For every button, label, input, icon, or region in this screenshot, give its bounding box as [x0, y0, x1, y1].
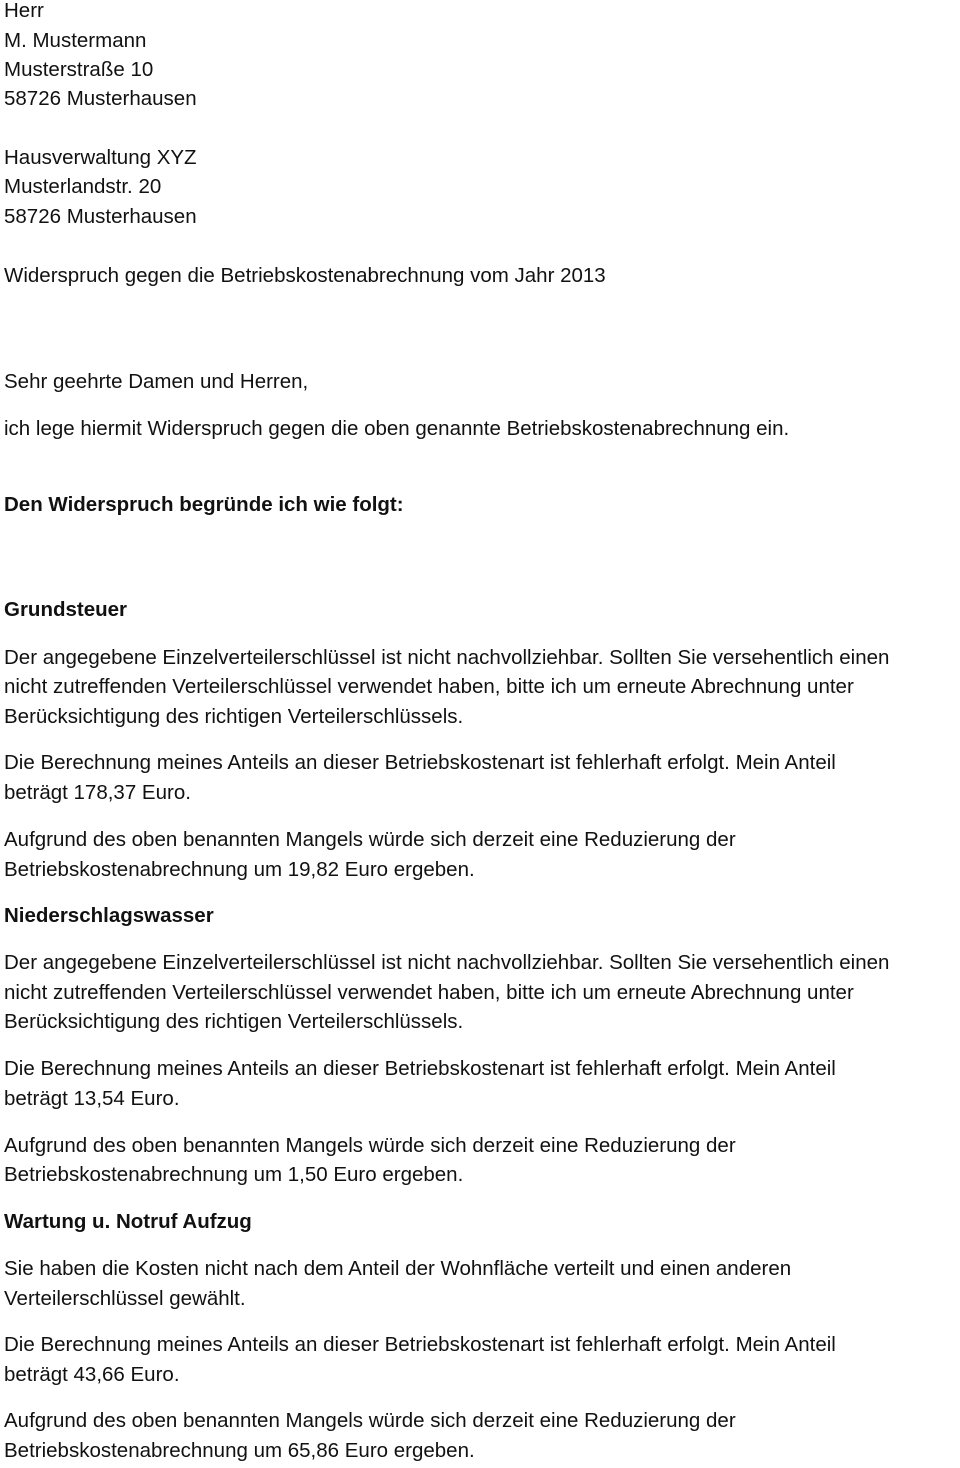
- paragraph-line: Berücksichtigung des richtigen Verteilerschlüssels.: [4, 1010, 464, 1033]
- paragraph-line: Der angegebene Einzelverteilerschlüssel ist nicht nachvollziehbar. Sollten Sie versehentlich einen: [4, 951, 890, 974]
- paragraph-line: Betriebskostenabrechnung um 1,50 Euro ergeben.: [4, 1163, 464, 1186]
- paragraph-line: Aufgrund des oben benannten Mangels würde sich derzeit eine Reduzierung der: [4, 1409, 736, 1432]
- sender-street: Musterstraße 10: [4, 58, 154, 81]
- recipient-city: 58726 Musterhausen: [4, 205, 197, 228]
- paragraph-line: Die Berechnung meines Anteils an dieser Betriebskostenart ist fehlerhaft erfolgt. Mein Anteil: [4, 1333, 836, 1356]
- paragraph-line: Sie haben die Kosten nicht nach dem Anteil der Wohnfläche verteilt und einen anderen: [4, 1257, 792, 1280]
- recipient-street: Musterlandstr. 20: [4, 175, 162, 198]
- paragraph-line: Berücksichtigung des richtigen Verteilerschlüssels.: [4, 705, 464, 728]
- reason-heading: Den Widerspruch begründe ich wie folgt:: [4, 493, 404, 516]
- sender-salutation: Herr: [4, 0, 44, 22]
- letter-subject: Widerspruch gegen die Betriebskostenabrechnung vom Jahr 2013: [4, 264, 606, 287]
- sender-city: 58726 Musterhausen: [4, 87, 197, 110]
- sender-name: M. Mustermann: [4, 29, 147, 52]
- section-heading: Wartung u. Notruf Aufzug: [4, 1210, 252, 1233]
- section-heading: Grundsteuer: [4, 598, 128, 621]
- paragraph-line: Aufgrund des oben benannten Mangels würde sich derzeit eine Reduzierung der: [4, 1134, 736, 1157]
- paragraph-line: Die Berechnung meines Anteils an dieser Betriebskostenart ist fehlerhaft erfolgt. Mein Anteil: [4, 1057, 836, 1080]
- paragraph-line: nicht zutreffenden Verteilerschlüssel verwendet haben, bitte ich um erneute Abrechnung unter: [4, 981, 854, 1004]
- paragraph-line: Betriebskostenabrechnung um 65,86 Euro ergeben.: [4, 1439, 475, 1462]
- paragraph-line: Aufgrund des oben benannten Mangels würde sich derzeit eine Reduzierung der: [4, 828, 736, 851]
- paragraph-line: Verteilerschlüssel gewählt.: [4, 1287, 246, 1310]
- recipient-name: Hausverwaltung XYZ: [4, 146, 197, 169]
- section-heading: Niederschlagswasser: [4, 904, 214, 927]
- paragraph-line: Der angegebene Einzelverteilerschlüssel ist nicht nachvollziehbar. Sollten Sie versehentlich einen: [4, 646, 890, 669]
- paragraph-line: beträgt 43,66 Euro.: [4, 1363, 180, 1386]
- paragraph-line: beträgt 178,37 Euro.: [4, 781, 191, 804]
- paragraph-line: beträgt 13,54 Euro.: [4, 1087, 180, 1110]
- paragraph-line: nicht zutreffenden Verteilerschlüssel verwendet haben, bitte ich um erneute Abrechnung unter: [4, 675, 854, 698]
- letter-intro: ich lege hiermit Widerspruch gegen die oben genannte Betriebskostenabrechnung ein.: [4, 417, 790, 440]
- letter-greeting: Sehr geehrte Damen und Herren,: [4, 370, 309, 393]
- paragraph-line: Betriebskostenabrechnung um 19,82 Euro ergeben.: [4, 858, 475, 881]
- paragraph-line: Die Berechnung meines Anteils an dieser Betriebskostenart ist fehlerhaft erfolgt. Mein Anteil: [4, 751, 836, 774]
